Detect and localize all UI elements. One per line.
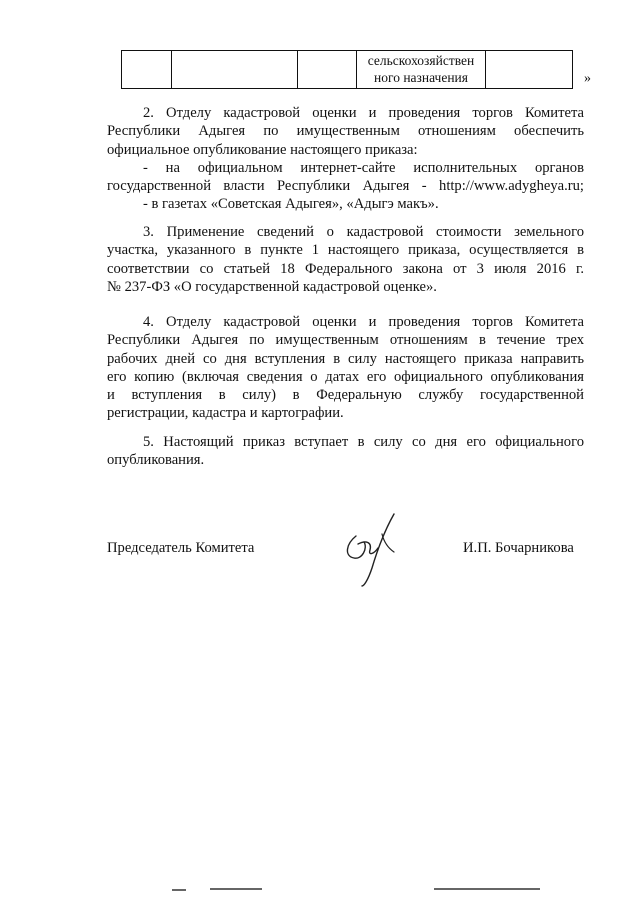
text-line: участка, указанного в пункте 1 настоящего приказа, осуществляется в — [107, 242, 584, 259]
land-category-cell — [357, 51, 486, 89]
paragraph-4 — [107, 313, 584, 423]
cell-text-line-1: сельскохозяйствен — [367, 53, 475, 68]
table-cell — [298, 51, 357, 89]
table-fragment — [121, 50, 573, 89]
text-line: регистрации, кадастра и картографии. — [107, 405, 344, 422]
paragraph-5 — [107, 433, 584, 470]
signatory-name: И.П. Бочарникова — [463, 540, 574, 556]
signatory-position: Председатель Комитета — [107, 540, 255, 556]
text-line: Республики Адыгея по имущественным отношениям обеспечить — [107, 123, 584, 140]
text-line: официальное опубликование настоящего приказа: — [107, 141, 418, 158]
text-line: его копию (включая сведения о датах его официального опубликования — [107, 368, 584, 385]
text-line: Республики Адыгея по имущественным отношениям в течение трех — [107, 332, 584, 349]
text-line: 3. Применение сведений о кадастровой стоимости земельного — [143, 224, 584, 240]
scan-artifact-lines — [0, 880, 640, 900]
handwritten-signature-icon — [338, 508, 408, 588]
text-line: - в газетах «Советская Адыгея», «Адыгэ макъ». — [143, 196, 439, 213]
paragraph-3 — [107, 223, 584, 296]
text-line: и вступления в силу) в Федеральную службу государственной — [107, 387, 584, 404]
table-cell — [486, 51, 573, 89]
text-line: рабочих дней со дня вступления в силу настоящего приказа направить — [107, 350, 584, 367]
text-line: 4. Отделу кадастровой оценки и проведения торгов Комитета — [143, 314, 584, 330]
text-line: № 237-ФЗ «О государственной кадастровой оценке». — [107, 278, 437, 295]
text-line: 5. Настоящий приказ вступает в силу со дня его официального — [143, 434, 584, 450]
text-line: - на официальном интернет-сайте исполнительных органов — [143, 159, 584, 176]
table-cell — [122, 51, 172, 89]
text-line: опубликования. — [107, 452, 205, 469]
table-row — [122, 51, 573, 89]
table-cell — [172, 51, 298, 89]
closing-quote: » — [584, 71, 591, 86]
text-line: 2. Отделу кадастровой оценки и проведения торгов Комитета — [143, 105, 584, 121]
text-line: соответствии со статьей 18 Федерального закона от 3 июля 2016 г. — [107, 260, 584, 277]
cell-text-line-2: ного назначения — [374, 70, 468, 85]
text-line: государственной власти Республики Адыгея - http://www.adygheya.ru; — [107, 178, 584, 195]
paragraph-2 — [107, 104, 584, 214]
